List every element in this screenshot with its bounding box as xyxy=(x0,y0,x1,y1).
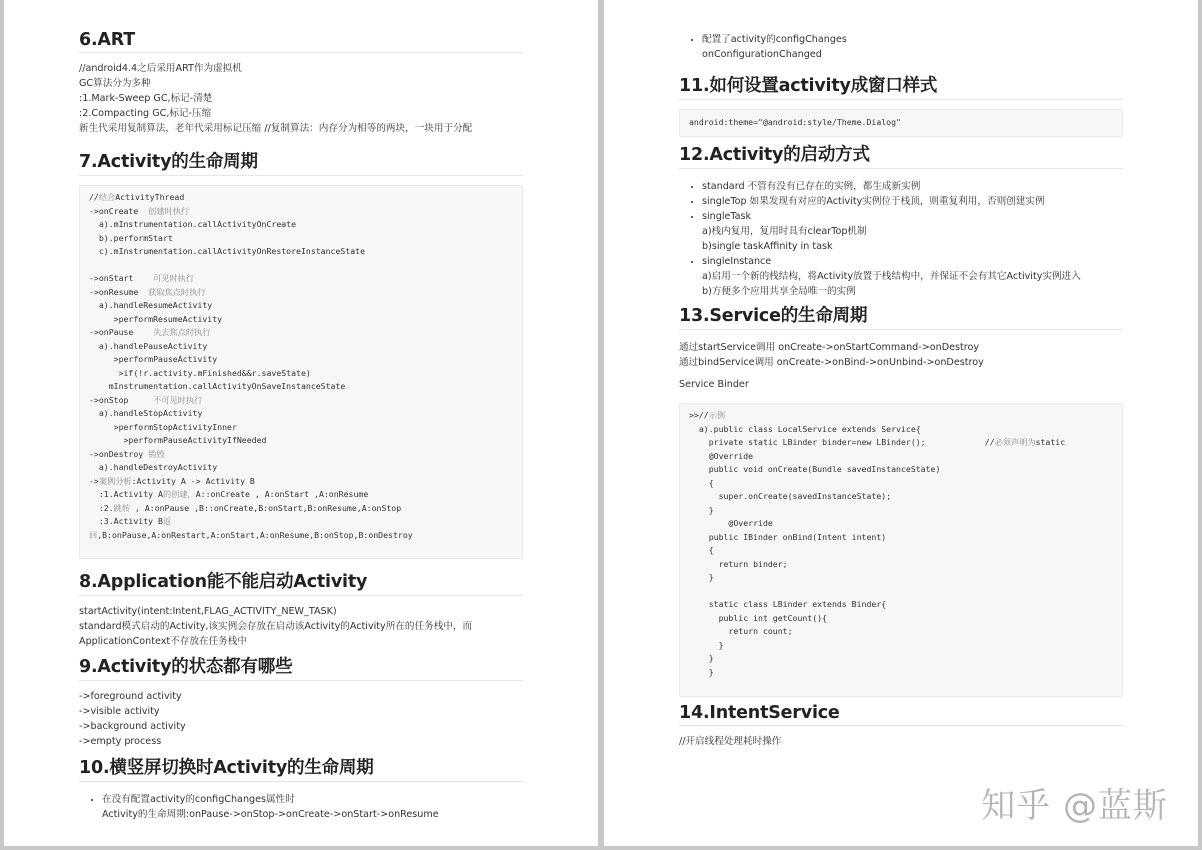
section-body xyxy=(679,340,1123,392)
section-title: 6.ART xyxy=(79,30,523,53)
code-line: >performResumeActivity xyxy=(89,313,223,324)
code-line xyxy=(689,585,1113,599)
left-page xyxy=(4,0,598,846)
list-item-line: 配置了activity的configChanges xyxy=(702,34,847,45)
text-line: //android4.4之后采用ART作为虚拟机 xyxy=(79,63,242,74)
code-line: ->onStop 不可见时执行 xyxy=(89,394,203,405)
code-comment: 的创建， xyxy=(162,489,196,499)
text-line: startActivity(intent:Intent,FLAG_ACTIVITY_NEW_TASK) xyxy=(79,606,337,617)
section-title: 11.如何设置activity成窗口样式 xyxy=(679,72,1123,100)
code-line: >performPauseActivity xyxy=(89,354,218,364)
list-item-line: a)栈内复用，复用时具有clearTop机制 xyxy=(702,226,867,237)
code-line: a).handleStopActivity xyxy=(89,408,203,418)
section-body xyxy=(79,689,523,749)
code-line: mInstrumentation.callActivityOnSaveInstanceState xyxy=(89,381,346,391)
code-block xyxy=(679,403,1123,697)
list-item-line: singleTask xyxy=(702,211,752,222)
code-line: ->onPause 失去焦点时执行 xyxy=(89,327,211,337)
code-line: a).public class LocalService extends Service{ xyxy=(689,423,921,434)
code-comment: 示例 xyxy=(708,410,726,420)
code-line: //结合ActivityThread xyxy=(89,192,185,202)
code-line: >>//示例 xyxy=(689,410,726,420)
list-item xyxy=(102,792,523,822)
code-comment: 跳转 xyxy=(113,502,131,513)
list-item-single-instance xyxy=(702,254,1123,299)
section-14-intent-service xyxy=(679,703,1123,749)
list-item-line: singleTop 如果发现有对应的Activity实例位于栈顶，则重复利用，否则创建实例 xyxy=(702,196,1045,207)
list-item-single-task xyxy=(702,209,1123,254)
section-6-art xyxy=(79,30,523,136)
list-item-line: 在没有配置activity的configChanges属性时 xyxy=(102,794,295,805)
code-line: } xyxy=(689,572,714,582)
text-line: //开启线程处理耗时操作 xyxy=(679,736,782,747)
section-9-activity-states xyxy=(79,653,523,749)
code-line: :3.Activity B返 xyxy=(89,516,172,526)
subtitle: Service Binder xyxy=(679,379,749,390)
code-line: static class LBinder extends Binder{ xyxy=(689,599,887,609)
list-item-single-top xyxy=(702,194,1123,209)
code-block: android:theme="@android:style/Theme.Dialog" xyxy=(679,109,1123,137)
section-body xyxy=(79,604,523,649)
list-item-line: singleInstance xyxy=(702,256,772,267)
code-line: ->onStart 可见时执行 xyxy=(89,273,195,283)
code-line: >performPauseActivityIfNeeded xyxy=(89,435,267,445)
code-line: public int getCount(){ xyxy=(689,612,828,623)
section-8-application-start-activity xyxy=(79,568,523,649)
right-page xyxy=(604,0,1198,846)
code-line: private static LBinder binder=new LBinder(); //必须声明为static xyxy=(689,437,1066,447)
code-line: return binder; xyxy=(689,558,788,569)
code-line: b).performStart xyxy=(89,232,173,243)
text-line: :1.Mark-Sweep GC,标记-清楚 xyxy=(79,93,213,104)
text-line: ->visible activity xyxy=(79,706,160,717)
code-comment: 销毁 xyxy=(148,448,165,459)
code-line: >if(!r.activity.mFinished&&r.saveState) xyxy=(89,367,311,378)
code-line: return count; xyxy=(689,626,793,636)
section-13-service-lifecycle xyxy=(679,302,1123,697)
code-line: { xyxy=(689,545,714,555)
code-line: :2.跳转 , A:onPause ,B::onCreate,B:onStart,B:onResume,A:onStop xyxy=(89,502,402,513)
code-comment: 返 xyxy=(162,516,172,526)
list-item-line: a)启用一个新的栈结构，将Activity放置于栈结构中，并保证不会有其它Activity实例进入 xyxy=(702,271,1081,282)
section-7-activity-lifecycle xyxy=(79,148,523,559)
code-line: :1.Activity A的创建，A::onCreate , A:onStart ,A:onResume xyxy=(89,489,369,499)
code-comment: 失去焦点时执行 xyxy=(153,327,211,337)
section-body xyxy=(79,61,523,136)
text-line: 新生代采用复制算法，老年代采用标记压缩 //复制算法：内存分为相等的两块，一块用于分配 xyxy=(79,123,473,134)
code-comment: 获取焦点时执行 xyxy=(148,286,206,297)
code-comment: 不可见时执行 xyxy=(153,394,203,405)
code-line: } xyxy=(689,504,714,515)
bullet-list xyxy=(679,179,1123,299)
text-line: standard模式启动的Activity,该实例会存放在启动该Activity的Activity所在的任务栈中，而 xyxy=(79,621,473,632)
text-line: GC算法分为多种 xyxy=(79,78,151,89)
text-line: ->background activity xyxy=(79,721,186,732)
code-line: a).handlePauseActivity xyxy=(89,340,208,351)
code-line: ->onCreate 创建时执行 xyxy=(89,205,190,216)
text-line: ->empty process xyxy=(79,736,162,747)
code-block xyxy=(79,185,523,559)
code-line: super.onCreate(savedInstanceState); xyxy=(689,491,892,501)
section-title: 10.横竖屏切换时Activity的生命周期 xyxy=(79,754,523,782)
list-item-standard xyxy=(702,179,1123,194)
section-title: 12.Activity的启动方式 xyxy=(679,141,1123,169)
code-line: } xyxy=(689,639,724,650)
list-item-line: standard 不管有没有已存在的实例，都生成新实例 xyxy=(702,181,921,192)
code-line: >performStopActivityInner xyxy=(89,421,237,432)
section-title: 8.Application能不能启动Activity xyxy=(79,568,523,596)
code-comment: 创建时执行 xyxy=(148,205,190,216)
section-title: 14.IntentService xyxy=(679,703,1123,726)
text-line: :2.Compacting GC,标记-压缩 xyxy=(79,108,212,119)
text-line: 通过bindService调用 onCreate->onBind->onUnbind->onDestroy xyxy=(679,357,984,368)
list-item-line: Activity的生命周期:onPause->onStop->onCreate->onStart->onResume xyxy=(102,809,439,820)
code-comment: 结合 xyxy=(98,192,116,202)
section-title: 7.Activity的生命周期 xyxy=(79,148,523,176)
code-line xyxy=(89,259,513,273)
zhihu-watermark: 知乎 @蓝斯 xyxy=(981,786,1168,826)
code-line: @Override xyxy=(689,450,754,461)
list-item-line: onConfigurationChanged xyxy=(702,49,822,60)
code-line: a).handleDestroyActivity xyxy=(89,462,218,472)
list-item-line: b)方便多个应用共享全局唯一的实例 xyxy=(702,286,856,297)
code-line: a).mInstrumentation.callActivityOnCreate xyxy=(89,219,297,229)
code-line: } xyxy=(689,666,714,677)
code-line: ->onDestroy 销毁 xyxy=(89,448,165,459)
section-11-dialog-style xyxy=(679,72,1123,137)
list-item-line: b)single taskAffinity in task xyxy=(702,241,833,252)
code-line: a).handleResumeActivity xyxy=(89,300,213,310)
text-line: 通过startService调用 onCreate->onStartCommand->onDestroy xyxy=(679,342,980,353)
code-line: { xyxy=(689,477,714,488)
code-line: 回,B:onPause,A:onRestart,A:onStart,A:onResume,B:onStop,B:onDestroy xyxy=(89,529,413,540)
code-line: c).mInstrumentation.callActivityOnRestoreInstanceState xyxy=(89,246,366,256)
section-10-continued xyxy=(679,32,1123,62)
code-line: ->onResume 获取焦点时执行 xyxy=(89,286,206,297)
code-line: public IBinder onBind(Intent intent) xyxy=(689,531,887,542)
code-line: @Override xyxy=(689,518,773,528)
bullet-list xyxy=(79,792,523,822)
list-item xyxy=(702,32,1123,62)
text-line: ->foreground activity xyxy=(79,691,182,702)
bullet-list xyxy=(679,32,1123,62)
code-line: } xyxy=(689,653,714,663)
code-comment: 必须声明为 xyxy=(994,437,1036,447)
section-12-launch-modes xyxy=(679,141,1123,299)
section-title: 13.Service的生命周期 xyxy=(679,302,1123,330)
section-title: 9.Activity的状态都有哪些 xyxy=(79,653,523,681)
code-comment: 案例分析 xyxy=(98,475,132,486)
text-line: ApplicationContext不存放在任务栈中 xyxy=(79,636,247,647)
section-10-orientation-lifecycle xyxy=(79,754,523,822)
code-line: ->案例分析:Activity A -> Activity B xyxy=(89,475,255,486)
code-comment: 可见时执行 xyxy=(153,273,195,283)
code-comment: 回 xyxy=(89,529,98,540)
code-line: public void onCreate(Bundle savedInstanceState) xyxy=(689,464,941,474)
